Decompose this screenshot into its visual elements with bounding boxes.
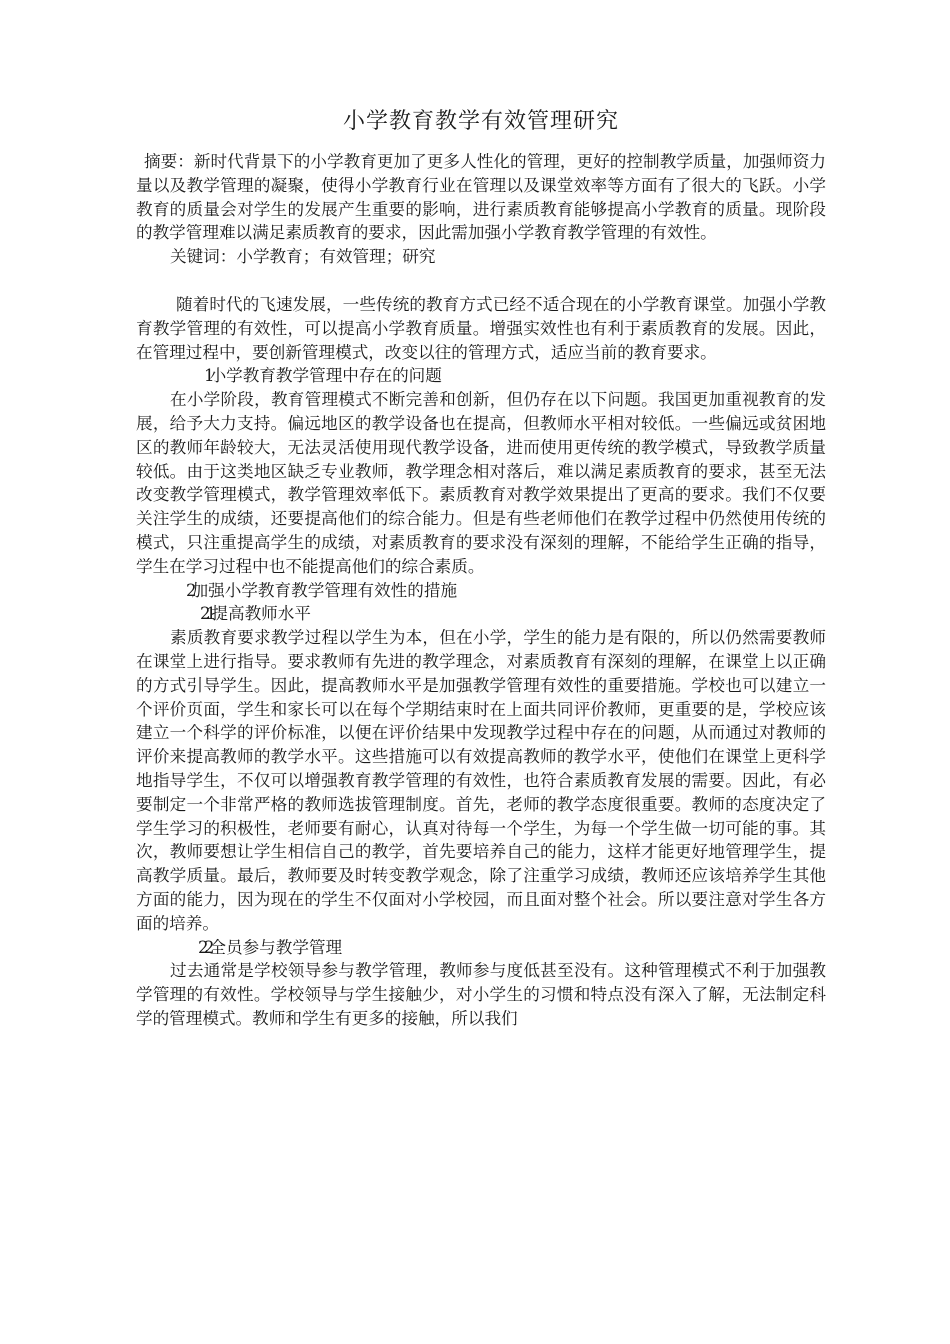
- document-title: 小学教育教学有效管理研究: [342, 109, 619, 134]
- keywords-line: 关键词：小学教育；有效管理；研究: [170, 247, 436, 267]
- section-2-number: 2: [186, 580, 192, 600]
- section-2-heading: [136, 579, 826, 603]
- section-2-1-number: 2.1: [200, 604, 212, 624]
- document-page: [136, 102, 826, 1031]
- section-2-1-body: 素质教育要求教学过程以学生为本，但在小学，学生的能力是有限的，所以仍然需要教师在课堂上进行指导。要求教师有先进的教学理念，对素质教育有深刻的理解，在课堂上以正确的方式引导学生。因此，提高教师水平是加强教学管理有效性的重要措施。学校也可以建立一个评价页面，学生和家长可以在每个学期结束时在上面共同评价教师，更重要的是，学校应该建立一个科学的评价标准，以便在评价结果中发现教学过程中存在的问题，从而通过对教师的评价来提高教师的教学水平。这些措施可以有效提高教师的教学水平，使他们在课堂上更科学地指导学生，不仅可以增强教育教学管理的有效性，也符合素质教育发展的需要。因此，有必要制定一个非常严格的教师选拔管理制度。首先，老师的教学态度很重要。教师的态度决定了学生学习的积极性，老师要有耐心，认真对待每一个学生，为每一个学生做一切可能的事。其次，教师要想让学生相信自己的教学，首先要培养自己的能力，这样才能更好地管理学生，提高教学质量。最后，教师要及时转变教学观念，除了注重学习成绩，教师还应该培养学生其他方面的能力，因为现在的学生不仅面对小学校园，而且面对整个社会。所以要注意对学生各方面的培养。: [136, 628, 826, 933]
- section-1-heading-text: 小学教育教学管理中存在的问题: [209, 366, 442, 386]
- section-1-body: 在小学阶段，教育管理模式不断完善和创新，但仍存在以下问题。我国更加重视教育的发展，给予大力支持。偏远地区的教学设备也在提高，但教师水平相对较低。一些偏远或贫困地区的教师年龄较大，无法灵活使用现代教学设备，进而使用更传统的教学模式，导致教学质量较低。由于这类地区缺乏专业教师，教学理念相对落后，难以满足素质教育的要求，甚至无法改变教学管理模式，教学管理效率低下。素质教育对教学效果提出了更高的要求。我们不仅要关注学生的成绩，还要提高他们的综合能力。但是有些老师他们在教学过程中仍然使用传统的模式，只注重提高学生的成绩，对素质教育的要求没有深刻的理解，不能给学生正确的指导，学生在学习过程中也不能提高他们的综合素质。: [136, 390, 826, 576]
- section-2-1-heading-text: 提高教师水平: [211, 604, 311, 624]
- section-1-heading: [136, 364, 826, 388]
- paragraph-gap: [136, 269, 826, 293]
- section-2-1-heading: [136, 602, 826, 626]
- section-2-2-body: 过去通常是学校领导参与教学管理，教师参与度低甚至没有。这种管理模式不利于加强教学管理的有效性。学校领导与学生接触少，对小学生的习惯和特点没有深入了解，无法制定科学的管理模式。教师和学生有更多的接触，所以我们: [136, 961, 826, 1028]
- section-1-number: 1: [204, 366, 210, 386]
- section-2-heading-text: 加强小学教育教学管理有效性的措施: [191, 580, 458, 600]
- intro-paragraph: 随着时代的飞速发展，一些传统的教育方式已经不适合现在的小学教育课堂。加强小学教育教学管理的有效性，可以提高小学教育质量。增强实效性也有利于素质教育的发展。因此，在管理过程中，要创新管理模式，改变以往的管理方式，适应当前的教育要求。: [136, 294, 826, 362]
- section-2-2-heading-text: 全员参与教学管理: [209, 937, 343, 957]
- section-2-2-heading: [136, 936, 826, 960]
- section-2-2-number: 2.2: [198, 937, 210, 957]
- abstract-paragraph: 摘要：新时代背景下的小学教育更加了更多人性化的管理，更好的控制教学质量，加强师资力量以及教学管理的凝聚，使得小学教育行业在管理以及课堂效率等方面有了很大的飞跃。小学教育的质量会对学生的发展产生重要的影响，进行素质教育能够提高小学教育的质量。现阶段的教学管理难以满足素质教育的要求，因此需加强小学教育教学管理的有效性。: [136, 152, 826, 243]
